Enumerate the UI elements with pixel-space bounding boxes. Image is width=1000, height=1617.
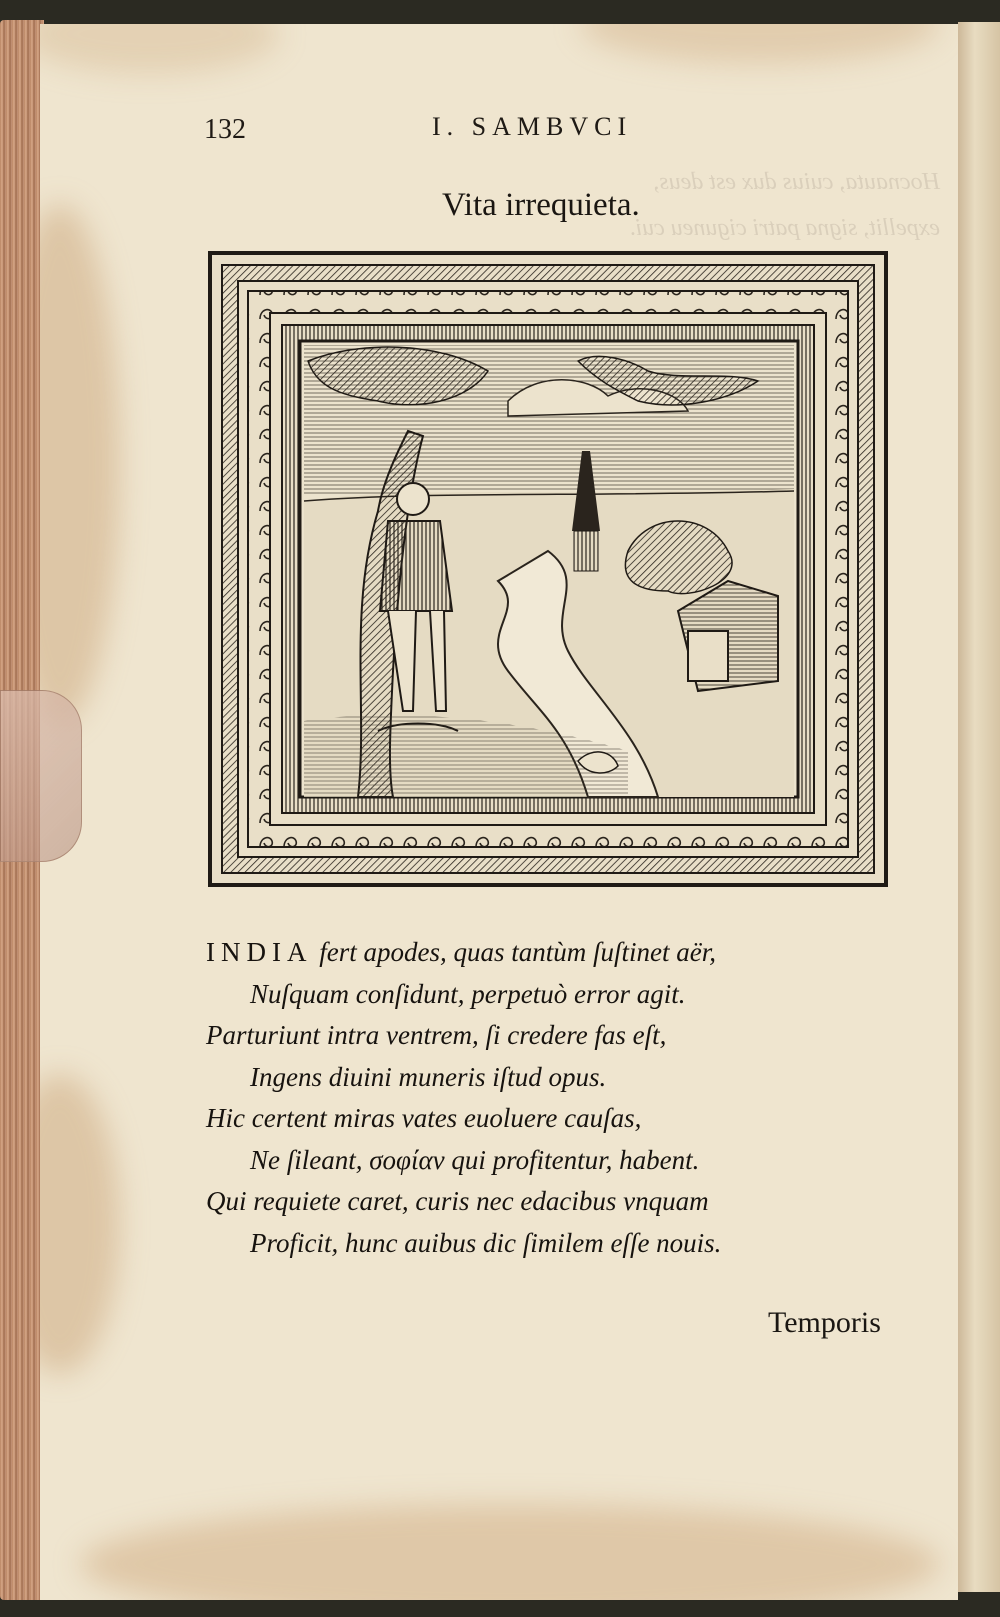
emblem-verse — [206, 932, 906, 1264]
page-number: 132 — [204, 114, 246, 145]
verse-line: Ne ſileant, σοφίαν qui profitentur, habent. — [250, 1144, 700, 1175]
woodcut-emblem — [208, 251, 890, 889]
water-stain — [40, 204, 120, 724]
verse-line: Hic certent miras vates euoluere cauſas, — [206, 1103, 642, 1133]
verse-line: Parturiunt intra ventrem, ſi credere fas eſt, — [206, 1020, 667, 1050]
water-stain — [580, 24, 940, 64]
woodcut-image — [208, 251, 890, 889]
next-page-edge — [958, 22, 1000, 1592]
verse-initial-word: INDIA — [206, 937, 313, 967]
catchword: Temporis — [768, 1306, 881, 1339]
running-title: I. SAMBVCI — [432, 112, 633, 141]
book-page — [40, 24, 958, 1600]
water-stain — [80, 1504, 940, 1600]
page-header — [40, 106, 958, 146]
verse-line: Ingens diuini muneris iſtud opus. — [250, 1061, 607, 1092]
bleed-through-text: Hocnauta, cuius dux est deus, expellit, signa patri ciguneu cui. — [629, 169, 940, 241]
woodcut-scene — [304, 345, 794, 797]
verse-line: Qui requiete caret, curis nec edacibus vnquam — [206, 1186, 709, 1216]
water-stain — [40, 24, 280, 74]
water-stain — [40, 1074, 120, 1374]
emblem-title: Vita irrequieta. — [442, 187, 640, 223]
verse-line: INDIA fert apodes, quas tantùm ſuſtinet aër, — [206, 937, 716, 967]
page-clip — [0, 690, 82, 862]
verse-line: Proficit, hunc auibus dic ſimilem eſſe nouis. — [250, 1227, 722, 1258]
verse-line: Nuſquam conſidunt, perpetuò error agit. — [250, 978, 686, 1009]
